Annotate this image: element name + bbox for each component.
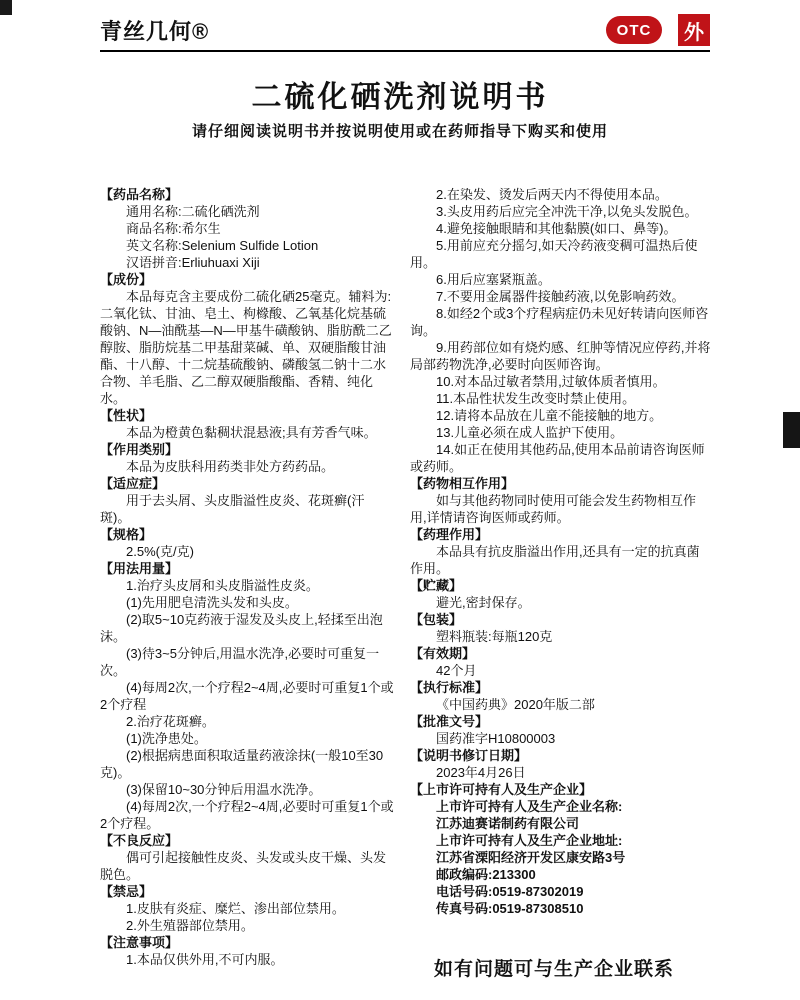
section-heading: 【贮藏】 — [410, 578, 463, 593]
right-edge-tab — [783, 412, 800, 448]
body-paragraph: (3)待3~5分钟后,用温水洗净,必要时可重复一次。 — [100, 646, 380, 678]
body-paragraph: 本品每克含主要成份二硫化硒25毫克。辅料为:二氧化钛、甘油、皂土、枸橼酸、乙氧基化烷基硫酸钠、N—油酰基—N—甲基牛磺酸钠、脂肪酰二乙醇胺、脂肪烷基二甲基甜菜碱、单、双硬脂酸甘油酯、十八醇、十二烷基硫酸钠、磷酸氢二钠十二水合物、羊毛脂、乙二醇双硬脂酸酯、香精、纯化水。 — [100, 289, 392, 406]
right-column — [410, 186, 712, 968]
brand-logo: 青丝几何® — [100, 18, 210, 44]
body-paragraph: 2.治疗花斑癣。 — [126, 714, 215, 729]
body-paragraph: (2)取5~10克药液于湿发及头皮上,轻揉至出泡沫。 — [100, 612, 383, 644]
body-paragraph: 本品为橙黄色黏稠状混悬液;具有芳香气味。 — [126, 425, 377, 440]
body-paragraph: 9.用药部位如有烧灼感、红肿等情况应停药,并将局部药物洗净,必要时向医师咨询。 — [410, 340, 711, 372]
corner-mark — [0, 0, 12, 15]
leaflet-body — [100, 186, 712, 968]
body-paragraph: 3.头皮用药后应完全冲洗干净,以免头发脱色。 — [436, 204, 698, 219]
body-paragraph: (1)先用肥皂清洗头发和头皮。 — [126, 595, 298, 610]
section-heading: 【包装】 — [410, 612, 463, 627]
section-heading: 【有效期】 — [410, 646, 476, 661]
body-paragraph: 如与其他药物同时使用可能会发生药物相互作用,详情请咨询医师或药师。 — [410, 493, 697, 525]
body-paragraph: 本品为皮肤科用药类非处方药药品。 — [126, 459, 335, 474]
body-paragraph: 国药准字H10800003 — [436, 731, 556, 746]
page-subtitle: 请仔细阅读说明书并按说明使用或在药师指导下购买和使用 — [191, 123, 608, 140]
body-paragraph: (2)根据病患面积取适量药液涂抹(一般10至30克)。 — [100, 748, 384, 780]
section-heading: 【药物相互作用】 — [410, 476, 515, 491]
body-paragraph: (1)洗净患处。 — [126, 731, 207, 746]
badge-group — [606, 14, 710, 46]
body-paragraph: 塑料瓶装:每瓶120克 — [436, 629, 553, 644]
body-paragraph: 6.用后应塞紧瓶盖。 — [436, 272, 551, 287]
body-paragraph: 12.请将本品放在儿童不能接触的地方。 — [436, 408, 663, 423]
body-paragraph: 通用名称:二硫化硒洗剂 — [126, 204, 260, 219]
body-paragraph: 14.如正在使用其他药品,使用本品前请咨询医师或药师。 — [410, 442, 705, 474]
section-heading: 【说明书修订日期】 — [410, 748, 528, 763]
body-paragraph: 《中国药典》2020年版二部 — [436, 697, 595, 712]
header-divider — [100, 50, 710, 52]
body-paragraph: 本品具有抗皮脂溢出作用,还具有一定的抗真菌作用。 — [410, 544, 700, 576]
body-paragraph: 商品名称:希尔生 — [126, 221, 221, 236]
body-paragraph: 13.儿童必须在成人监护下使用。 — [436, 425, 624, 440]
body-paragraph: 1.皮肤有炎症、糜烂、渗出部位禁用。 — [126, 901, 345, 916]
body-paragraph: 8.如经2个或3个疗程病症仍未见好转请向医师咨询。 — [410, 306, 709, 338]
leaflet-header — [100, 12, 710, 48]
body-paragraph: 7.不要用金属器件接触药液,以免影响药效。 — [436, 289, 685, 304]
body-paragraph: 电话号码:0519-87302019 — [436, 884, 584, 899]
body-paragraph: (4)每周2次,一个疗程2~4周,必要时可重复1个或2个疗程。 — [100, 799, 394, 831]
page-title: 二硫化硒洗剂说明书 — [251, 81, 549, 114]
body-paragraph: 2.在染发、烫发后两天内不得使用本品。 — [436, 187, 668, 202]
section-heading: 【药理作用】 — [410, 527, 489, 542]
left-column — [100, 186, 394, 968]
section-heading: 【成份】 — [100, 272, 153, 287]
body-paragraph: (3)保留10~30分钟后用温水洗净。 — [126, 782, 322, 797]
section-heading: 【药品名称】 — [100, 187, 179, 202]
body-paragraph: 江苏迪赛诺制药有限公司 — [436, 816, 580, 831]
section-heading: 【用法用量】 — [100, 561, 179, 576]
section-heading: 【不良反应】 — [100, 833, 179, 848]
section-heading: 【性状】 — [100, 408, 153, 423]
body-paragraph: 2.5%(克/克) — [126, 544, 194, 559]
external-use-badge: 外 — [678, 14, 710, 46]
section-heading: 【禁忌】 — [100, 884, 153, 899]
section-heading: 【注意事项】 — [100, 935, 179, 950]
body-paragraph: (4)每周2次,一个疗程2~4周,必要时可重复1个或2个疗程 — [100, 680, 394, 712]
otc-badge: OTC — [606, 16, 662, 44]
section-heading: 【规格】 — [100, 527, 153, 542]
body-paragraph: 江苏省溧阳经济开发区康安路3号 — [436, 850, 626, 865]
body-paragraph: 避光,密封保存。 — [436, 595, 531, 610]
body-paragraph: 邮政编码:213300 — [436, 867, 536, 882]
body-paragraph: 1.治疗头皮屑和头皮脂溢性皮炎。 — [126, 578, 319, 593]
section-heading: 【作用类别】 — [100, 442, 179, 457]
section-heading: 【批准文号】 — [410, 714, 489, 729]
body-paragraph: 2023年4月26日 — [436, 765, 526, 780]
body-paragraph: 42个月 — [436, 663, 477, 678]
body-paragraph: 2.外生殖器部位禁用。 — [126, 918, 254, 933]
section-heading: 【适应症】 — [100, 476, 166, 491]
body-paragraph: 上市许可持有人及生产企业名称: — [436, 799, 623, 814]
body-paragraph: 1.本品仅供外用,不可内服。 — [126, 952, 284, 967]
body-paragraph: 英文名称:Selenium Sulfide Lotion — [126, 238, 319, 253]
body-paragraph: 汉语拼音:Erliuhuaxi Xiji — [126, 255, 260, 270]
body-paragraph: 10.对本品过敏者禁用,过敏体质者慎用。 — [436, 374, 666, 389]
body-paragraph: 上市许可持有人及生产企业地址: — [436, 833, 623, 848]
section-heading: 【执行标准】 — [410, 680, 489, 695]
body-paragraph: 11.本品性状发生改变时禁止使用。 — [436, 391, 636, 406]
body-paragraph: 传真号码:0519-87308510 — [436, 901, 584, 916]
body-paragraph: 4.避免接触眼睛和其他黏膜(如口、鼻等)。 — [436, 221, 677, 236]
body-paragraph: 偶可引起接触性皮炎、头发或头皮干燥、头发脱色。 — [100, 850, 387, 882]
body-paragraph: 用于去头屑、头皮脂溢性皮炎、花斑癣(汗斑)。 — [100, 493, 365, 525]
footer-contact-note: 如有问题可与生产企业联系 — [433, 959, 674, 980]
section-heading: 【上市许可持有人及生产企业】 — [410, 782, 593, 797]
body-paragraph: 5.用前应充分摇匀,如天冷药液变稠可温热后使用。 — [410, 238, 698, 270]
